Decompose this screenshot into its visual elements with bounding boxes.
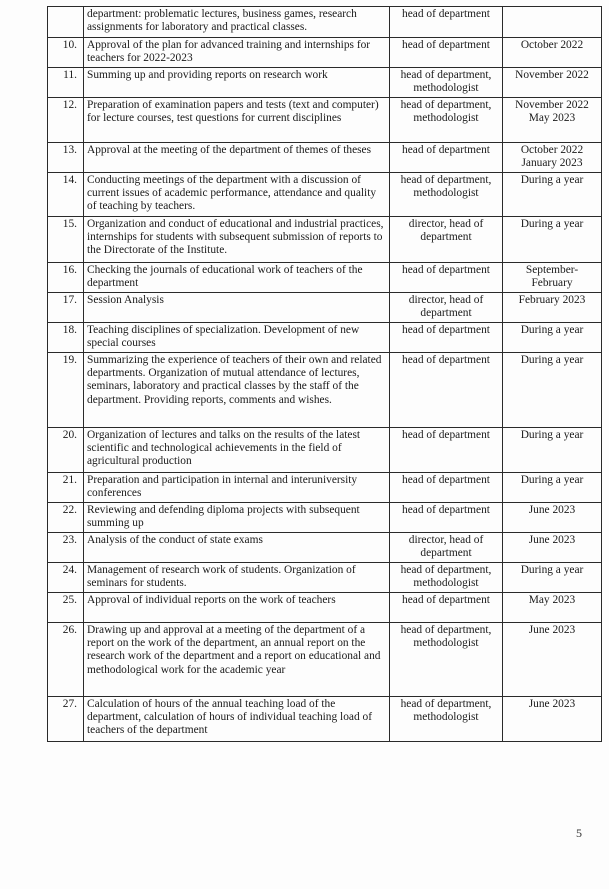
row-number: 25. bbox=[48, 593, 84, 623]
deadline: November 2022 bbox=[503, 68, 602, 98]
responsible-person: head of department bbox=[390, 323, 503, 353]
task-description: Approval of the plan for advanced training and internships for teachers for 2022-2023 bbox=[84, 38, 390, 68]
table-row bbox=[48, 563, 602, 593]
row-number: 18. bbox=[48, 323, 84, 353]
page-number: 5 bbox=[576, 826, 582, 840]
responsible-person: head of department bbox=[390, 428, 503, 473]
deadline: During a year bbox=[503, 563, 602, 593]
table-row bbox=[48, 623, 602, 697]
deadline: September-February bbox=[503, 263, 602, 293]
row-number: 14. bbox=[48, 173, 84, 217]
task-description: Drawing up and approval at a meeting of the department of a report on the work of the department, an annual report on the research work of the department and a report on educational and methodological work for the academic year bbox=[84, 623, 390, 697]
responsible-person: head of department bbox=[390, 7, 503, 38]
task-description: Organization of lectures and talks on the results of the latest scientific and technological achievements in the field of agricultural production bbox=[84, 428, 390, 473]
table-row bbox=[48, 697, 602, 742]
task-description: Analysis of the conduct of state exams bbox=[84, 533, 390, 563]
responsible-person: head of department, methodologist bbox=[390, 173, 503, 217]
task-description: Summing up and providing reports on research work bbox=[84, 68, 390, 98]
task-description: Conducting meetings of the department with a discussion of current issues of academic performance, attendance and quality of teaching by teachers. bbox=[84, 173, 390, 217]
task-description: department: problematic lectures, business games, research assignments for laboratory and practical classes. bbox=[84, 7, 390, 38]
responsible-person: head of department bbox=[390, 593, 503, 623]
table-row bbox=[48, 173, 602, 217]
task-description: Approval at the meeting of the department of themes of theses bbox=[84, 143, 390, 173]
table-row bbox=[48, 473, 602, 503]
task-description: Reviewing and defending diploma projects with subsequent summing up bbox=[84, 503, 390, 533]
deadline: May 2023 bbox=[503, 593, 602, 623]
table-row bbox=[48, 353, 602, 428]
task-description: Teaching disciplines of specialization. Development of new special courses bbox=[84, 323, 390, 353]
table-row bbox=[48, 98, 602, 143]
row-number: 20. bbox=[48, 428, 84, 473]
row-number: 12. bbox=[48, 98, 84, 143]
deadline: During a year bbox=[503, 428, 602, 473]
row-number: 13. bbox=[48, 143, 84, 173]
task-description: Organization and conduct of educational and industrial practices, internships for students with subsequent submission of reports to the Directorate of the Institute. bbox=[84, 217, 390, 263]
responsible-person: head of department bbox=[390, 473, 503, 503]
deadline: November 2022 May 2023 bbox=[503, 98, 602, 143]
task-description: Preparation and participation in internal and interuniversity conferences bbox=[84, 473, 390, 503]
task-description: Session Analysis bbox=[84, 293, 390, 323]
responsible-person: head of department bbox=[390, 503, 503, 533]
table-row bbox=[48, 7, 602, 38]
deadline: During a year bbox=[503, 323, 602, 353]
responsible-person: head of department, methodologist bbox=[390, 623, 503, 697]
deadline bbox=[503, 7, 602, 38]
row-number: 17. bbox=[48, 293, 84, 323]
responsible-person: director, head of department bbox=[390, 217, 503, 263]
table-row bbox=[48, 263, 602, 293]
deadline: June 2023 bbox=[503, 697, 602, 742]
responsible-person: head of department, methodologist bbox=[390, 563, 503, 593]
deadline: June 2023 bbox=[503, 503, 602, 533]
responsible-person: head of department, methodologist bbox=[390, 68, 503, 98]
responsible-person: head of department, methodologist bbox=[390, 697, 503, 742]
deadline: October 2022 January 2023 bbox=[503, 143, 602, 173]
row-number: 11. bbox=[48, 68, 84, 98]
responsible-person: director, head of department bbox=[390, 533, 503, 563]
deadline: During a year bbox=[503, 353, 602, 428]
row-number: 23. bbox=[48, 533, 84, 563]
deadline: October 2022 bbox=[503, 38, 602, 68]
deadline: During a year bbox=[503, 173, 602, 217]
deadline: February 2023 bbox=[503, 293, 602, 323]
row-number: 15. bbox=[48, 217, 84, 263]
row-number: 19. bbox=[48, 353, 84, 428]
task-description: Preparation of examination papers and tests (text and computer) for lecture courses, test questions for current disciplines bbox=[84, 98, 390, 143]
responsible-person: head of department bbox=[390, 353, 503, 428]
table-row bbox=[48, 38, 602, 68]
responsible-person: head of department bbox=[390, 143, 503, 173]
deadline: June 2023 bbox=[503, 623, 602, 697]
task-description: Calculation of hours of the annual teaching load of the department, calculation of hours of individual teaching load of teachers of the department bbox=[84, 697, 390, 742]
responsible-person: head of department bbox=[390, 263, 503, 293]
task-description: Checking the journals of educational work of teachers of the department bbox=[84, 263, 390, 293]
row-number: 10. bbox=[48, 38, 84, 68]
responsible-person: head of department, methodologist bbox=[390, 98, 503, 143]
table-row bbox=[48, 68, 602, 98]
work-plan-table bbox=[47, 6, 602, 742]
table-row bbox=[48, 217, 602, 263]
responsible-person: head of department bbox=[390, 38, 503, 68]
row-number: 22. bbox=[48, 503, 84, 533]
table-row bbox=[48, 503, 602, 533]
table-row bbox=[48, 293, 602, 323]
deadline: During a year bbox=[503, 473, 602, 503]
deadline: June 2023 bbox=[503, 533, 602, 563]
task-description: Summarizing the experience of teachers of their own and related departments. Organization of mutual attendance of lectures, seminars, laboratory and practical classes by the staff of the department. Providing reports, comments and wishes. bbox=[84, 353, 390, 428]
table-row bbox=[48, 323, 602, 353]
task-description: Approval of individual reports on the work of teachers bbox=[84, 593, 390, 623]
row-number: 27. bbox=[48, 697, 84, 742]
row-number: 24. bbox=[48, 563, 84, 593]
table-row bbox=[48, 533, 602, 563]
row-number: 16. bbox=[48, 263, 84, 293]
task-description: Management of research work of students. Organization of seminars for students. bbox=[84, 563, 390, 593]
row-number: 26. bbox=[48, 623, 84, 697]
deadline: During a year bbox=[503, 217, 602, 263]
responsible-person: director, head of department bbox=[390, 293, 503, 323]
table-row bbox=[48, 143, 602, 173]
table-row bbox=[48, 428, 602, 473]
table-row bbox=[48, 593, 602, 623]
row-number: 21. bbox=[48, 473, 84, 503]
row-number bbox=[48, 7, 84, 38]
